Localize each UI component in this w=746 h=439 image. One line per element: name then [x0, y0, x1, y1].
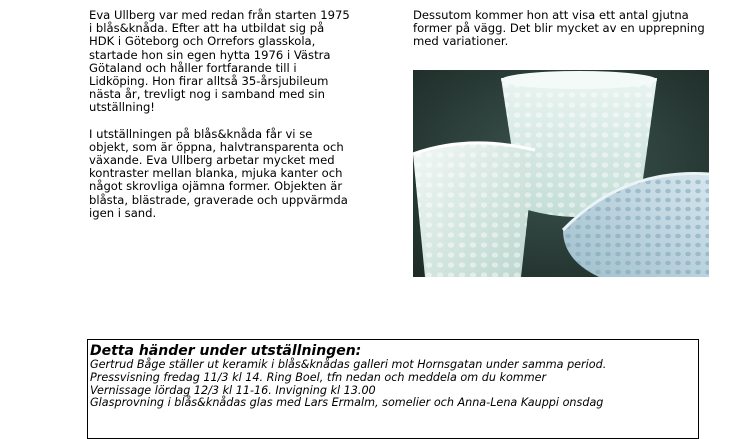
intro-paragraph: Eva Ullberg var med redan från starten 1975 i blås&knåda. Efter att ha utbildat sig på HDK i Göteborg och Orrefors glasskola, startade hon sin egen hytta 1976 i Västra Götaland och håller fortfarande till i Lidköping. Hon firar alltså 35-årsjubileum nästa år, trevligt nog i samband med sin utställning! — [89, 8, 350, 115]
wall-forms-paragraph: Dessutom kommer hon att visa ett antal gjutna former på vägg. Det blir mycket av en upprepning med variationer. — [413, 8, 705, 49]
event-line-gallery: Gertrud Båge ställer ut keramik i blås&knådas galleri mot Hornsgatan under samma period. — [90, 358, 607, 371]
event-line-press: Pressvisning fredag 11/3 kl 14. Ring Boel, tfn nedan och meddela om du kommer — [90, 370, 547, 384]
exhibition-paragraph: I utställningen på blås&knåda får vi se objekt, som är öppna, halvtransparenta och växande. Eva Ullberg arbetar mycket med kontraster mellan blanka, mjuka kanter och något skrovliga ojämna former. Objekten är blåsta, blästrade, graverade och uppvärmda igen i sand. — [89, 126, 348, 220]
right-text-column — [413, 9, 709, 62]
event-line-tasting: Glasprovning i blås&knådas glas med Lars Ermalm, somelier och Anna-Lena Kauppi onsdag — [90, 396, 604, 410]
glass-bowls-photo — [413, 70, 709, 277]
events-heading: Detta händer under utställningen: — [90, 343, 362, 359]
events-box — [87, 339, 699, 439]
left-text-column — [89, 9, 351, 233]
event-line-vernissage: Vernissage lördag 12/3 kl 11-16. Invigning kl 13.00 — [90, 383, 376, 397]
glass-bowls-illustration — [413, 70, 709, 277]
